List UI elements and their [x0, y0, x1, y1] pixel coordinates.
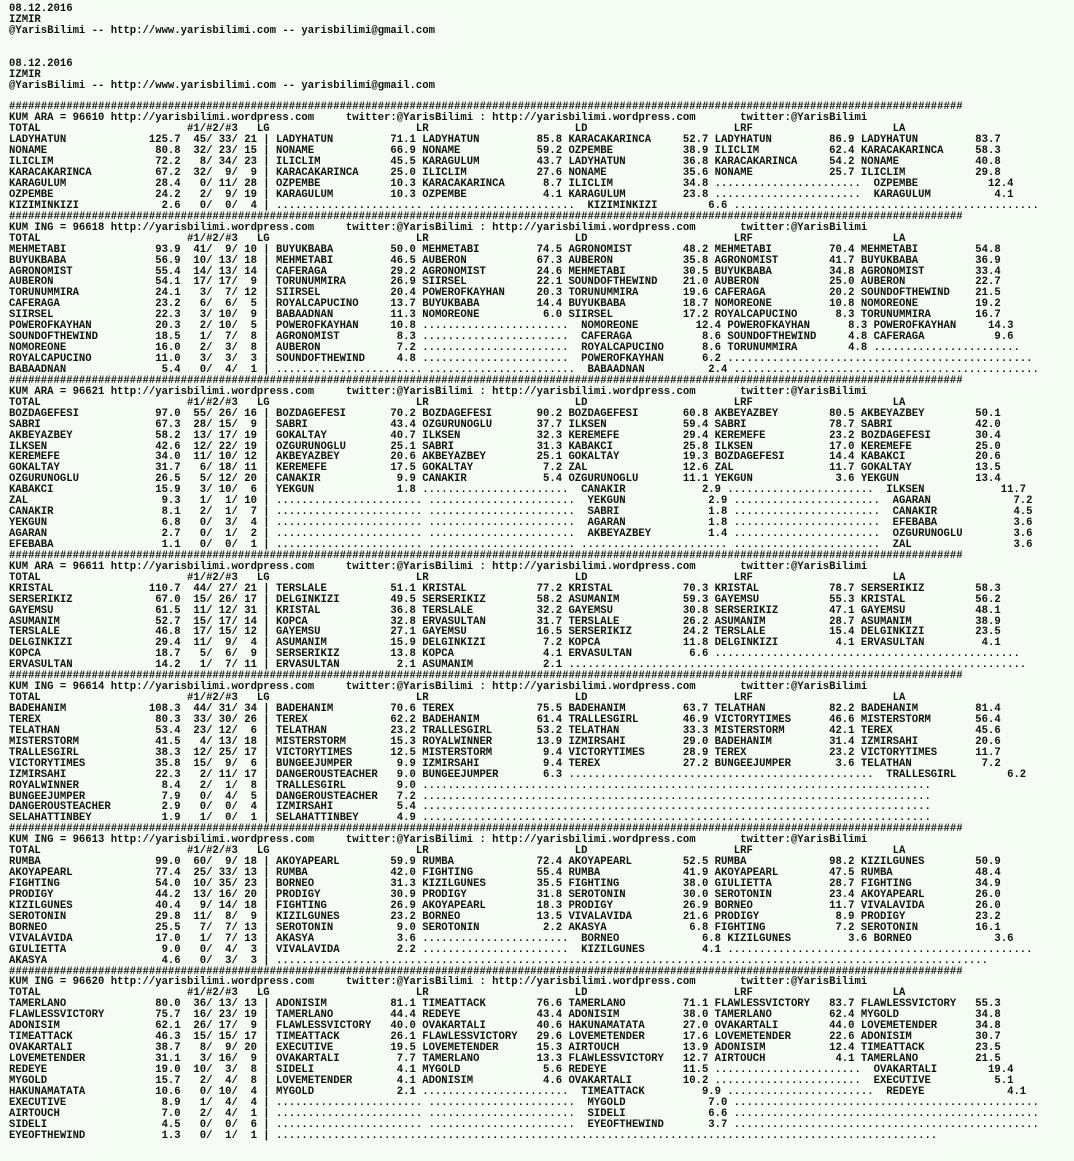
text-line: KARACAKARINCA 67.2 32/ 9/ 9 | KARACAKARINCA 25.0 ILICLIM 27.6 NONAME 35.6 NONAME 25.7 ILICLIM 29.8: [9, 167, 1001, 180]
text-line: TOTAL #1/#2/#3 LG LR LD LRF LA: [9, 845, 906, 858]
text-line: KIZILGUNES 40.4 9/ 14/ 18 | FIGHTING 26.9 AKOYAPEARL 18.3 PRODIGY 26.9 BORNEO 11.7 VIVALAVIDA 26.0: [9, 899, 1001, 912]
text-line: IZMIRSAHI 22.3 2/ 11/ 17 | DANGEROUSTEACHER 9.0 BUNGEEJUMPER 6.3 ................................................ TRALLESGIRL 6.2: [9, 768, 1027, 781]
text-line: LOVEMETENDER 31.1 3/ 16/ 9 | OVAKARTALI 7.7 TAMERLANO 13.3 FLAWLESSVICTORY 12.7 AIRTOUCH 4.1 TAMERLANO 21.5: [9, 1053, 1001, 1065]
text-line: AGARAN 2.7 0/ 1/ 2 | ....................... ....................... AKBEYAZBEY 1.4 ....................... OZGURUNOGLU 3.6: [9, 528, 1033, 540]
text-line: TEREX 80.3 33/ 30/ 26 | TEREX 62.2 BADEHANIM 61.4 TRALLESGIRL 46.9 VICTORYTIMES 46.6 MISTERSTORM 56.4: [9, 713, 1001, 726]
text-line: OZGURUNOGLU 26.5 5/ 12/ 20 | CANAKIR 9.9 CANAKIR 5.4 OZGURUNOGLU 11.1 YEKGUN 3.6 YEKGUN 13.4: [9, 473, 1001, 486]
text-line: RUMBA 99.0 60/ 9/ 18 | AKOYAPEARL 59.9 RUMBA 72.4 AKOYAPEARL 52.5 RUMBA 98.2 KIZILGUNES 50.9: [9, 856, 1001, 869]
text-line: KOPCA 18.7 5/ 6/ 9 | SERSERIKIZ 13.8 KOPCA 4.1 ERVASULTAN 6.6 ................................................: [9, 648, 1020, 661]
text-line: HAKUNAMATATA 10.6 0/ 10/ 4 | MYGOLD 2.1 ....................... TIMEATTACK 9.9 ....................... REDEYE 4.1: [9, 1085, 1027, 1098]
text-line: TIMEATTACK 46.3 15/ 15/ 17 | TIMEATTACK 26.1 FLAWLESSVICTORY 29.6 LOVEMETENDER 17.6 LOVEMETENDER 22.6 ADONISIM 30.7: [9, 1031, 1001, 1044]
text-line: MISTERSTORM 41.5 4/ 13/ 18 | MISTERSTORM 15.3 ROYALWINNER 13.9 IZMIRSAHI 29.0 BADEHANIM 31.4 IZMIRSAHI 20.6: [9, 735, 1001, 748]
text-line: CANAKIR 8.1 2/ 1/ 7 | ....................... ....................... SABRI 1.8 ....................... CANAKIR 4.5: [9, 506, 1033, 519]
text-line: ILKSEN 42.6 12/ 22/ 19 | OZGURUNOGLU 25.1 SABRI 31.3 KABAKCI 25.8 ILKSEN 17.0 KEREMEFE 25.0: [9, 440, 1001, 453]
text-line: TOTAL #1/#2/#3 LG LR LD LRF LA: [9, 692, 906, 705]
text-line: TRALLESGIRL 38.3 12/ 25/ 17 | VICTORYTIMES 12.5 MISTERSTORM 9.4 VICTORYTIMES 28.9 TEREX 23.2 VICTORYTIMES 11.7: [9, 746, 1001, 759]
text-line: PRODIGY 44.2 13/ 16/ 20 | PRODIGY 30.9 PRODIGY 31.8 SEROTONIN 30.0 SEROTONIN 23.4 AKOYAPEARL 26.0: [9, 888, 1001, 901]
text-line: ROYALWINNER 8.4 2/ 1/ 8 | TRALLESGIRL 9.0 ................................................................................: [9, 779, 931, 792]
text-line: VICTORYTIMES 35.8 15/ 9/ 6 | BUNGEEJUMPER 9.9 IZMIRSAHI 9.4 TEREX 27.2 BUNGEEJUMPER 3.6 TELATHAN 7.2: [9, 757, 1001, 770]
text-line: AKOYAPEARL 77.4 25/ 33/ 13 | RUMBA 42.0 FIGHTING 55.4 RUMBA 41.9 AKOYAPEARL 47.5 RUMBA 48.4: [9, 867, 1001, 880]
text-line: [9, 48, 1074, 59]
text-line: KIZIMINKIZI 2.6 0/ 0/ 4 | ....................... ....................... KIZIMINKIZI 6.6 ................................................: [9, 199, 1039, 212]
text-line: KUM ARA = 96611 http://yarisbilimi.wordpress.com twitter:@YarisBilimi : http://yarisbilimi.wordpress.com twitter:@YarisBilimi: [9, 560, 868, 573]
text-line: KUM ING = 96614 http://yarisbilimi.wordpress.com twitter:@YarisBilimi : http://yarisbilimi.wordpress.com twitter:@YarisBilimi: [9, 681, 868, 694]
text-line: ######################################################################################################################################################: [9, 549, 963, 562]
text-line: SEROTONIN 29.8 11/ 8/ 9 | KIZILGUNES 23.2 BORNEO 13.5 VIVALAVIDA 21.6 PRODIGY 8.9 PRODIGY 23.2: [9, 910, 1001, 923]
text-line: TOTAL #1/#2/#3 LG LR LD LRF LA: [9, 123, 906, 136]
text-line: AIRTOUCH 7.0 2/ 4/ 1 | ....................... ....................... SIDELI 6.6 ................................................: [9, 1107, 1039, 1120]
text-line: TOTAL #1/#2/#3 LG LR LD LRF LA: [9, 571, 906, 584]
text-line: ADONISIM 62.1 26/ 17/ 9 | FLAWLESSVICTORY 40.0 OVAKARTALI 40.6 HAKUNAMATATA 27.0 OVAKARTALI 44.0 LOVEMETENDER 34.8: [9, 1020, 1001, 1033]
text-line: IZMIR: [9, 13, 41, 26]
text-line: KUM ING = 96613 http://yarisbilimi.wordpress.com twitter:@YarisBilimi : http://yarisbilimi.wordpress.com twitter:@YarisBilimi: [9, 834, 868, 847]
text-line: TERSLALE 46.8 17/ 15/ 12 | GAYEMSU 27.1 GAYEMSU 16.5 SERSERIKIZ 24.2 TERSLALE 15.4 DELGINKIZI 23.5: [9, 626, 1001, 639]
text-line: KABAKCI 15.9 3/ 10/ 6 | YEKGUN 1.8 ....................... CANAKIR 2.9 ....................... ILKSEN 11.7: [9, 484, 1027, 497]
text-line: BOZDAGEFESI 97.0 55/ 26/ 16 | BOZDAGEFESI 70.2 BOZDAGEFESI 90.2 BOZDAGEFESI 60.8 AKBEYAZBEY 80.5 AKBEYAZBEY 50.1: [9, 407, 1001, 420]
text-line: BUNGEEJUMPER 7.9 0/ 4/ 5 | DANGEROUSTEACHER 7.2 ................................................................................: [9, 790, 931, 803]
text-line: TELATHAN 53.4 23/ 12/ 6 | TELATHAN 23.2 TRALLESGIRL 53.2 TELATHAN 33.3 MISTERSTORM 42.1 TEREX 45.6: [9, 724, 1001, 737]
text-line: @YarisBilimi -- http://www.yarisbilimi.com -- yarisbilimi@gmail.com: [9, 24, 435, 37]
text-line: EFEBABA 1.1 0/ 0/ 1 | ....................... ....................... ....................... ....................... ZAL 3.6: [9, 538, 1033, 551]
text-line: FLAWLESSVICTORY 75.7 16/ 23/ 19 | TAMERLANO 44.4 REDEYE 43.4 ADONISIM 38.0 TAMERLANO 62.4 MYGOLD 34.8: [9, 1009, 1001, 1022]
text-line: ZAL 9.3 1/ 1/ 10 | ....................... ....................... YEKGUN 2.9 ....................... AGARAN 7.2: [9, 495, 1033, 508]
text-line: TAMERLANO 80.0 36/ 13/ 13 | ADONISIM 81.1 TIMEATTACK 76.6 TAMERLANO 71.1 FLAWLESSVICTORY 83.7 FLAWLESSVICTORY 55.3: [9, 998, 1001, 1011]
text-line: EYEOFTHEWIND 1.3 0/ 1/ 1 | ........................................................................................................: [9, 1129, 938, 1142]
text-line: NOMOREONE 16.0 2/ 3/ 8 | AUBERON 7.2 ....................... ROYALCAPUCINO 8.6 TORUNUMMIRA 4.8 .......................: [9, 342, 1020, 355]
text-line: DANGEROUSTEACHER 2.9 0/ 0/ 4 | IZMIRSAHI 5.4 ................................................................................: [9, 801, 931, 814]
text-line: OZPEMBE 24.2 2/ 9/ 19 | KARAGULUM 10.3 OZPEMBE 4.1 KARAGULUM 23.8 ....................... KARAGULUM 4.1: [9, 188, 1014, 201]
text-line: BADEHANIM 108.3 44/ 31/ 34 | BADEHANIM 70.6 TEREX 75.5 BADEHANIM 63.7 TELATHAN 82.2 BADEHANIM 81.4: [9, 703, 1001, 715]
text-line: SERSERIKIZ 67.0 15/ 26/ 17 | DELGINKIZI 49.5 SERSERIKIZ 58.2 ASUMANIM 59.3 GAYEMSU 55.3 KRISTAL 56.2: [9, 593, 1001, 606]
text-line: GAYEMSU 61.5 11/ 12/ 31 | KRISTAL 36.8 TERSLALE 32.2 GAYEMSU 30.8 SERSERIKIZ 47.1 GAYEMSU 48.1: [9, 604, 1001, 617]
text-line: POWEROFKAYHAN 20.3 2/ 10/ 5 | POWEROFKAYHAN 10.8 ....................... NOMOREONE 12.4 POWEROFKAYHAN 8.3 POWEROFKAYHAN 14.3: [9, 320, 1014, 333]
text-line: 08.12.2016: [9, 57, 73, 70]
text-line: CAFERAGA 23.2 6/ 6/ 5 | ROYALCAPUCINO 13.7 BUYUKBABA 14.4 BUYUKBABA 18.7 NOMOREONE 10.8 NOMOREONE 19.2: [9, 298, 1001, 311]
text-line: TORUNUMMIRA 24.1 3/ 7/ 12 | SIIRSEL 20.4 POWEROFKAYHAN 20.3 TORUNUMMIRA 19.6 CAFERAGA 20.2 SOUNDOFTHEWIND 21.5: [9, 287, 1001, 300]
text-line: SIIRSEL 22.3 3/ 10/ 9 | BABAADNAN 11.3 NOMOREONE 6.0 SIIRSEL 17.2 ROYALCAPUCINO 8.3 TORUNUMMIRA 16.7: [9, 309, 1001, 322]
text-line: SIDELI 4.5 0/ 0/ 6 | ....................... ....................... EYEOFTHEWIND 3.7 ................................................: [9, 1118, 1039, 1131]
text-line: OVAKARTALI 38.7 8/ 9/ 20 | EXECUTIVE 19.5 LOVEMETENDER 15.3 AIRTOUCH 13.9 ADONISIM 12.4 TIMEATTACK 23.5: [9, 1042, 1001, 1055]
text-line: [9, 37, 1074, 48]
text-line: GOKALTAY 31.7 6/ 18/ 11 | KEREMEFE 17.5 GOKALTAY 7.2 ZAL 12.6 ZAL 11.7 GOKALTAY 13.5: [9, 462, 1001, 475]
text-line: TOTAL #1/#2/#3 LG LR LD LRF LA: [9, 396, 906, 409]
text-line: ######################################################################################################################################################: [9, 965, 963, 978]
text-line: SOUNDOFTHEWIND 18.5 1/ 7/ 8 | AGRONOMIST 8.3 ....................... CAFERAGA 8.6 SOUNDOFTHEWIND 4.8 CAFERAGA 9.6: [9, 331, 1014, 344]
text-line: KUM ING = 96618 http://yarisbilimi.wordpress.com twitter:@YarisBilimi : http://yarisbilimi.wordpress.com twitter:@YarisBilimi: [9, 221, 868, 234]
text-line: KUM ARA = 96610 http://yarisbilimi.wordpress.com twitter:@YarisBilimi : http://yarisbilimi.wordpress.com twitter:@YarisBilimi: [9, 112, 868, 125]
text-line: TOTAL #1/#2/#3 LG LR LD LRF LA: [9, 232, 906, 245]
text-line: DELGINKIZI 29.4 11/ 9/ 4 | ASUMANIM 15.9 DELGINKIZI 7.2 KOPCA 11.8 DELGINKIZI 4.1 ERVASULTAN 4.1: [9, 637, 1001, 650]
text-line: KUM ING = 96620 http://yarisbilimi.wordpress.com twitter:@YarisBilimi : http://yarisbilimi.wordpress.com twitter:@YarisBilimi: [9, 976, 868, 989]
text-line: BABAADNAN 5.4 0/ 4/ 1 | ....................... ....................... BABAADNAN 2.4 ................................................: [9, 363, 1039, 376]
text-line: SABRI 67.3 28/ 15/ 9 | SABRI 43.4 OZGURUNOGLU 37.7 ILKSEN 59.4 SABRI 78.7 SABRI 42.0: [9, 418, 1001, 431]
text-line: KEREMEFE 34.0 11/ 10/ 12 | AKBEYAZBEY 20.6 AKBEYAZBEY 25.1 GOKALTAY 19.3 BOZDAGEFESI 14.4 KABAKCI 20.6: [9, 451, 1001, 464]
text-line: EXECUTIVE 8.9 1/ 4/ 4 | ....................... ....................... MYGOLD 7.0 ................................................: [9, 1096, 1039, 1109]
text-line: ######################################################################################################################################################: [9, 101, 963, 114]
text-line: 08.12.2016: [9, 3, 73, 15]
text-line: MYGOLD 15.7 2/ 4/ 8 | LOVEMETENDER 4.1 ADONISIM 4.6 OVAKARTALI 10.2 ....................... EXECUTIVE 5.1: [9, 1074, 1014, 1087]
text-line: TOTAL #1/#2/#3 LG LR LD LRF LA: [9, 987, 906, 1000]
text-line: MEHMETABI 93.9 41/ 9/ 10 | BUYUKBABA 50.0 MEHMETABI 74.5 AGRONOMIST 48.2 MEHMETABI 70.4 MEHMETABI 54.8: [9, 243, 1001, 256]
text-line: IZMIR: [9, 68, 41, 81]
text-line: ROYALCAPUCINO 11.0 3/ 3/ 3 | SOUNDOFTHEWIND 4.8 ....................... POWEROFKAYHAN 6.2 ................................................: [9, 353, 1033, 365]
text-line: ERVASULTAN 14.2 1/ 7/ 11 | ERVASULTAN 2.1 ASUMANIM 2.1 ........................................................................: [9, 659, 1027, 672]
text-line: ASUMANIM 52.7 15/ 17/ 14 | KOPCA 32.8 ERVASULTAN 31.7 TERSLALE 26.2 ASUMANIM 28.7 ASUMANIM 38.9: [9, 615, 1001, 628]
text-line: ILICLIM 72.2 8/ 34/ 23 | ILICLIM 45.5 KARAGULUM 43.7 LADYHATUN 36.8 KARACAKARINCA 54.2 NONAME 40.8: [9, 156, 1001, 169]
text-line: BORNEO 25.5 7/ 7/ 13 | SEROTONIN 9.0 SEROTONIN 2.2 AKASYA 6.8 FIGHTING 7.2 SEROTONIN 16.1: [9, 921, 1001, 934]
text-line: @YarisBilimi -- http://www.yarisbilimi.com -- yarisbilimi@gmail.com: [9, 79, 435, 92]
text-line: AKASYA 4.6 0/ 3/ 3 | ................................................................................................................: [9, 954, 989, 967]
text-line: ######################################################################################################################################################: [9, 210, 963, 223]
text-line: AKBEYAZBEY 58.2 13/ 17/ 19 | GOKALTAY 40.7 ILKSEN 32.3 KEREMEFE 29.4 KEREMEFE 23.2 BOZDAGEFESI 30.4: [9, 429, 1001, 442]
text-line: LADYHATUN 125.7 45/ 33/ 21 | LADYHATUN 71.1 LADYHATUN 85.8 KARACAKARINCA 52.7 LADYHATUN 86.9 LADYHATUN 83.7: [9, 134, 1001, 147]
text-line: VIVALAVIDA 17.0 1/ 7/ 13 | AKASYA 3.6 ....................... BORNEO 6.8 KIZILGUNES 3.6 BORNEO 3.6: [9, 932, 1014, 945]
text-line: GIULIETTA 9.0 0/ 4/ 3 | VIVALAVIDA 2.2 ....................... KIZILGUNES 4.1 ................................................: [9, 943, 1033, 956]
text-line: BUYUKBABA 56.9 10/ 13/ 18 | MEHMETABI 46.5 AUBERON 67.3 AUBERON 35.8 AGRONOMIST 41.7 BUYUKBABA 36.9: [9, 254, 1001, 267]
text-line: AGRONOMIST 55.4 14/ 13/ 14 | CAFERAGA 29.2 AGRONOMIST 24.6 MEHMETABI 30.5 BUYUKBABA 34.8 AGRONOMIST 33.4: [9, 265, 1001, 278]
text-line: REDEYE 19.0 10/ 3/ 8 | SIDELI 4.1 MYGOLD 5.6 REDEYE 11.5 ....................... OVAKARTALI 19.4: [9, 1063, 1014, 1076]
text-line: KRISTAL 110.7 44/ 27/ 21 | TERSLALE 51.1 KRISTAL 77.2 KRISTAL 70.3 KRISTAL 78.7 SERSERIKIZ 58.3: [9, 582, 1001, 595]
text-line: FIGHTING 54.0 10/ 35/ 23 | BORNEO 31.3 KIZILGUNES 35.5 FIGHTING 38.0 GIULIETTA 28.7 FIGHTING 34.9: [9, 878, 1001, 890]
text-line: ######################################################################################################################################################: [9, 823, 963, 836]
text-line: KARAGULUM 28.4 0/ 11/ 28 | OZPEMBE 10.3 KARACAKARINCA 8.7 ILICLIM 34.8 ....................... OZPEMBE 12.4: [9, 178, 1014, 190]
text-line: ######################################################################################################################################################: [9, 374, 963, 387]
text-line: NONAME 80.8 32/ 23/ 15 | NONAME 66.9 NONAME 59.2 OZPEMBE 38.9 ILICLIM 62.4 KARACAKARINCA 58.3: [9, 145, 1001, 158]
text-line: YEKGUN 6.8 0/ 3/ 4 | ....................... ....................... AGARAN 1.8 ....................... EFEBABA 3.6: [9, 517, 1033, 530]
text-line: ######################################################################################################################################################: [9, 670, 963, 683]
text-line: SELAHATTINBEY 1.9 1/ 0/ 1 | SELAHATTINBEY 4.9 ................................................................................: [9, 812, 931, 825]
text-line: AUBERON 54.1 17/ 17/ 9 | TORUNUMMIRA 26.9 SIIRSEL 22.1 SOUNDOFTHEWIND 21.0 AUBERON 25.0 AUBERON 22.7: [9, 276, 1001, 289]
text-line: KUM ARA = 96621 http://yarisbilimi.wordpress.com twitter:@YarisBilimi : http://yarisbilimi.wordpress.com twitter:@YarisBilimi: [9, 385, 868, 398]
